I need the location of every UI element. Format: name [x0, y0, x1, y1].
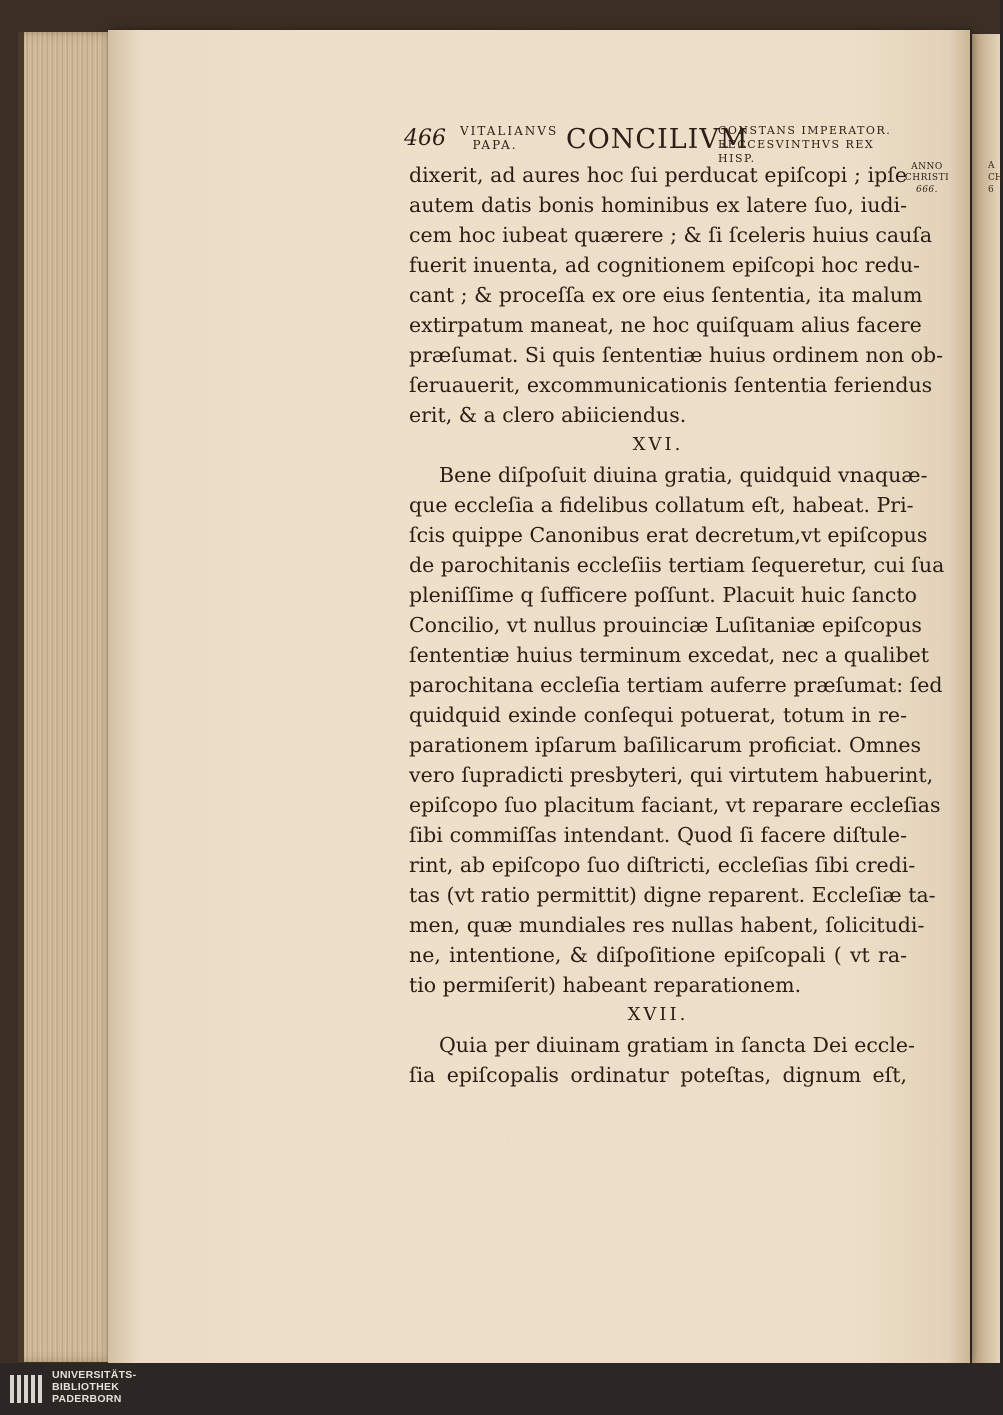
text-line: fuerit inuenta, ad cognitionem epiſcopi hoc redu- [409, 253, 920, 277]
library-footer [0, 1363, 1000, 1415]
facing-page-margin-note [988, 160, 1003, 196]
text-line: cant ; & proceſſa ex ore eius ſententia, ita malum [409, 283, 923, 307]
pope-name [460, 124, 559, 152]
text-line: autem datis bonis hominibus ex latere ſuo, iudi- [409, 193, 907, 217]
facing-note-line: CH [988, 173, 1003, 183]
text-line: cem hoc iubeat quærere ; & ſi ſceleris huius cauſa [409, 223, 933, 247]
library-name-line: BIBLIOTHEK [52, 1381, 120, 1393]
margin-note-line: ANNO [911, 162, 943, 172]
text-line: ſibi commiſſas intendant. Quod ſi facere diſtule- [409, 823, 907, 847]
library-name-line: UNIVERSITÄTS- [52, 1369, 137, 1381]
facing-note-line: 6 [988, 185, 994, 195]
canon-heading-xvi: XVI. [632, 434, 684, 455]
text-line: tas (vt ratio permittit) digne reparent. Eccleſiæ ta- [409, 883, 936, 907]
text-line: pleniſſime q ſufficere poſſunt. Placuit huic ſancto [409, 583, 917, 607]
margin-note-line: CHRISTI [904, 173, 950, 183]
text-line: erit, & a clero abiiciendus. [409, 403, 687, 427]
facing-page-edge [972, 34, 1000, 1363]
text-line: ſia epiſcopalis ordinatur poteſtas, dignum eſt, [409, 1063, 907, 1087]
margin-note-year-value: 666. [915, 185, 939, 195]
running-header [404, 120, 904, 165]
library-logo-icon [8, 1371, 44, 1407]
library-name [52, 1369, 136, 1405]
king-line: RECCESVINTHVS REX HISP. [718, 138, 875, 165]
text-line: quidquid exinde conſequi potuerat, totum in re- [409, 703, 907, 727]
text-line: ne, intentione, & diſpoſitione epiſcopali ( vt ra- [409, 943, 907, 967]
text-line: extirpatum maneat, ne hoc quiſquam alius facere [409, 313, 922, 337]
pope-title-line: PAPA. [472, 138, 518, 152]
running-title: CONCILIVM [566, 124, 749, 155]
text-line: ſeruauerit, excommunicationis ſententia feriendus [409, 373, 933, 397]
text-line: epiſcopo ſuo placitum faciant, vt reparare eccleſias [409, 793, 941, 817]
text-line: que eccleſia a fidelibus collatum eſt, habeat. Pri- [409, 493, 914, 517]
facing-note-line: A [988, 161, 995, 171]
text-line: parochitana eccleſia tertiam auferre præſumat: ſed [409, 673, 943, 697]
text-line: vero ſupradicti presbyteri, qui virtutem habuerint, [409, 763, 934, 787]
canon-heading-xvii: XVII. [627, 1004, 689, 1025]
library-name-line: PADERBORN [52, 1393, 122, 1405]
text-line: præſumat. Si quis ſententiæ huius ordinem non ob- [409, 343, 943, 367]
emperor-line: CONSTANS IMPERATOR. [718, 124, 892, 137]
canon-xvi-paragraph [409, 460, 945, 1000]
text-line: ſcis quippe Canonibus erat decretum,vt epiſcopus [409, 523, 928, 547]
text-line: men, quæ mundiales res nullas habent, ſolicitudi- [409, 913, 925, 937]
text-line: de parochitanis eccleſiis tertiam ſequeretur, cui ſua [409, 553, 945, 577]
canon-xvii-paragraph [409, 1030, 915, 1090]
text-line: ſententiæ huius terminum excedat, nec a qualibet [409, 643, 929, 667]
pope-line: VITALIANVS [460, 124, 559, 138]
text-line: Concilio, vt nullus prouinciæ Luſitaniæ epiſcopus [409, 613, 922, 637]
text-line: rint, ab epiſcopo ſuo diſtricti, eccleſias ſibi credi- [409, 853, 916, 877]
page-number: 466 [404, 126, 446, 151]
text-line: parationem ipſarum baſilicarum proficiat. Omnes [409, 733, 922, 757]
text-line: dixerit, ad aures hoc ſui perducat epiſcopi ; ipſe [409, 163, 907, 187]
text-line: Quia per diuinam gratiam in ſancta Dei eccle- [439, 1033, 915, 1057]
text-line: tio permiſerit) habeant reparationem. [409, 973, 802, 997]
text-line: Bene diſpoſuit diuina gratia, quidquid vnaquæ- [439, 463, 928, 487]
